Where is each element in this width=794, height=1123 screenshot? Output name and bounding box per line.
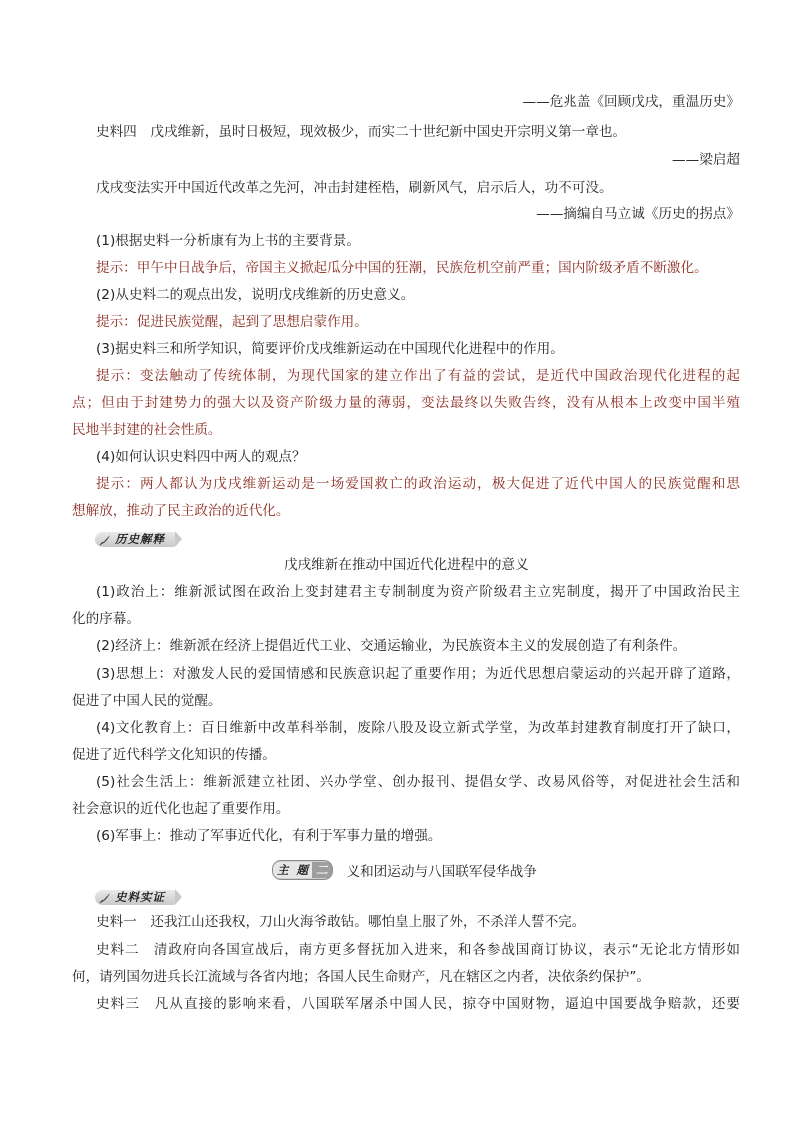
question: (1)根据史料一分析康有为上书的主要背景。	[96, 233, 360, 249]
source-paragraph: 戊戌变法实开中国近代改革之先河，冲击封建桎梏，刷新风气，启示后人，功不可没。	[96, 180, 613, 196]
answer-hint: 点；但由于封建势力的强大以及资产阶级力量的薄弱，变法最终以失败告终，没有从根本上改变中国半殖	[72, 395, 740, 411]
topic-heading	[272, 860, 537, 880]
citation: ——摘编自马立诚《历史的拐点》	[536, 206, 740, 222]
topic-tag-char: 二	[312, 862, 332, 878]
topic-tag	[272, 860, 333, 880]
answer-hint: 提示：两人都认为戊戌维新运动是一场爱国救亡的政治运动，极大促进了近代中国人的民族觉醒和思	[96, 476, 740, 492]
section-title: 戊戌维新在推动中国近代化进程中的意义	[284, 557, 529, 573]
quill-icon	[99, 891, 112, 904]
explanation-paragraph: 促进了近代科学文化知识的传播。	[72, 747, 276, 763]
source-paragraph: 史料四 戊戌维新，虽时日极短，现效极少，而实二十世纪新中国史开宗明义第一章也。	[96, 124, 627, 140]
question: (3)据史料三和所学知识，简要评价戊戌维新运动在中国现代化进程中的作用。	[96, 341, 564, 357]
topic-tag-char: 主	[273, 862, 293, 878]
explanation-paragraph: 促进了中国人民的觉醒。	[72, 693, 222, 709]
badge-label: 历史解释	[115, 532, 165, 546]
explanation-paragraph: (3)思想上：对激发人民的爱国情感和民族意识起了重要作用；为近代思想启蒙运动的兴起开辟了道路，	[96, 666, 740, 682]
citation: ——梁启超	[672, 152, 740, 168]
quill-icon	[99, 533, 112, 546]
citation: ——危兆盖《回顾戊戌，重温历史》	[522, 94, 740, 110]
section-badge-history-explain	[95, 531, 182, 547]
explanation-paragraph: (1)政治上：维新派试图在政治上变封建君主专制制度为资产阶级君主立宪制度，揭开了中国政治民主	[96, 584, 740, 600]
section-badge-source-evidence	[95, 889, 182, 905]
explanation-paragraph: (5)社会生活上：维新派建立社团、兴办学堂、创办报刊、提倡女学、改易风俗等，对促进社会生活和	[96, 774, 740, 790]
badge-label: 史料实证	[115, 890, 165, 904]
answer-hint: 提示：变法触动了传统体制，为现代国家的建立作出了有益的尝试，是近代中国政治现代化进程的起	[96, 368, 740, 384]
explanation-paragraph: (4)文化教育上：百日维新中改革科举制，废除八股及设立新式学堂，为改革封建教育制度打开了缺口，	[96, 720, 740, 736]
answer-hint: 提示：促进民族觉醒，起到了思想启蒙作用。	[96, 314, 368, 330]
question: (4)如何认识史料四中两人的观点？	[96, 449, 306, 465]
explanation-paragraph: 社会意识的近代化也起了重要作用。	[72, 801, 290, 817]
question: (2)从史料二的观点出发，说明戊戌维新的历史意义。	[96, 287, 415, 303]
source-paragraph: 史料一 还我江山还我权，刀山火海爷敢钻。哪怕皇上服了外，不杀洋人誓不完。	[96, 914, 586, 930]
answer-hint: 想解放，推动了民主政治的近代化。	[72, 503, 290, 519]
answer-hint: 民地半封建的社会性质。	[72, 422, 222, 438]
topic-tag-char: 题	[293, 862, 313, 878]
source-paragraph: 何，请列国勿进兵长江流域与各省内地；各国人民生命财产，凡在辖区之内者，决依条约保护”。	[72, 969, 650, 985]
topic-title: 义和团运动与八国联军侵华战争	[346, 864, 537, 880]
answer-hint: 提示：甲午中日战争后，帝国主义掀起瓜分中国的狂潮，民族危机空前严重；国内阶级矛盾不断激化。	[96, 260, 708, 276]
source-paragraph: 史料三 凡从直接的影响来看，八国联军屠杀中国人民，掠夺中国财物，逼迫中国要战争赔款，还要	[96, 996, 740, 1012]
explanation-paragraph: (2)经济上：维新派在经济上提倡近代工业、交通运输业，为民族资本主义的发展创造了有利条件。	[96, 638, 687, 654]
explanation-paragraph: (6)军事上：推动了军事近代化，有利于军事力量的增强。	[96, 828, 442, 844]
source-paragraph: 史料二 清政府向各国宣战后，南方更多督抚加入进来，和各参战国商订协议，表示“无论北方情形如	[96, 942, 740, 958]
explanation-paragraph: 化的序幕。	[72, 611, 140, 627]
